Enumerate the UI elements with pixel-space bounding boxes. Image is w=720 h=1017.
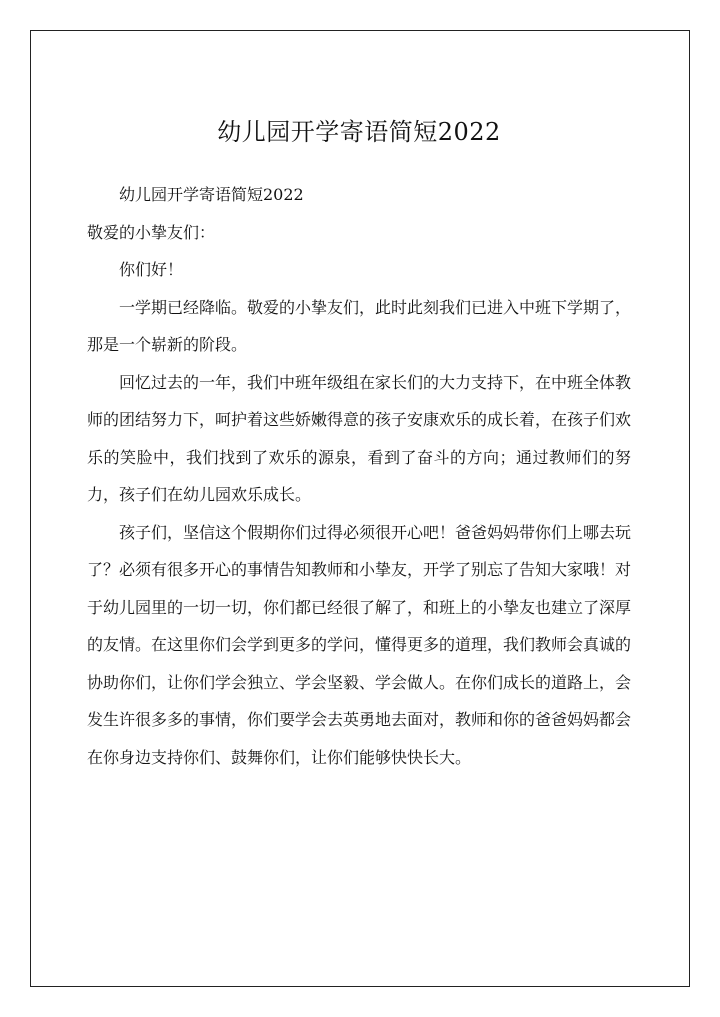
paragraph-subtitle: 幼儿园开学寄语简短2022	[119, 185, 304, 204]
paragraph-holiday: 孩子们，坚信这个假期你们过得必须很开心吧！爸爸妈妈带你们上哪去玩了？必须有很多开心的事情告知教师和小挚友，开学了别忘了告知大家哦！对于幼儿园里的一切一切，你们都已经很了解了，和班上的小挚友也建立了深厚的友情。在这里你们会学到更多的学问，懂得更多的道理，我们教师会真诚的协助你们，让你们学会独立、学会坚毅、学会做人。在你们成长的道路上，会发生许很多多的事情，你们要学会去英勇地去面对，教师和你的爸爸妈妈都会在你身边支持你们、鼓舞你们，让你们能够快快长大。	[87, 522, 632, 767]
document-body	[87, 176, 631, 776]
document-title: 幼儿园开学寄语简短2022	[217, 118, 501, 146]
paragraph-greeting: 你们好！	[119, 260, 184, 279]
document-content	[87, 110, 631, 776]
paragraph-salutation: 敬爱的小挚友们：	[87, 222, 216, 242]
paragraph-review: 回忆过去的一年，我们中班年级组在家长们的大力支持下，在中班全体教师的团结努力下，呵护着这些娇嫩得意的孩子安康欢乐的成长着，在孩子们欢乐的笑脸中，我们找到了欢乐的源泉，看到了奋斗的方向；通过教师们的努力，孩子们在幼儿园欢乐成长。	[87, 372, 632, 504]
paragraph-semester: 一学期已经降临。敬爱的小挚友们，此时此刻我们已进入中班下学期了，那是一个崭新的阶段。	[87, 297, 632, 354]
